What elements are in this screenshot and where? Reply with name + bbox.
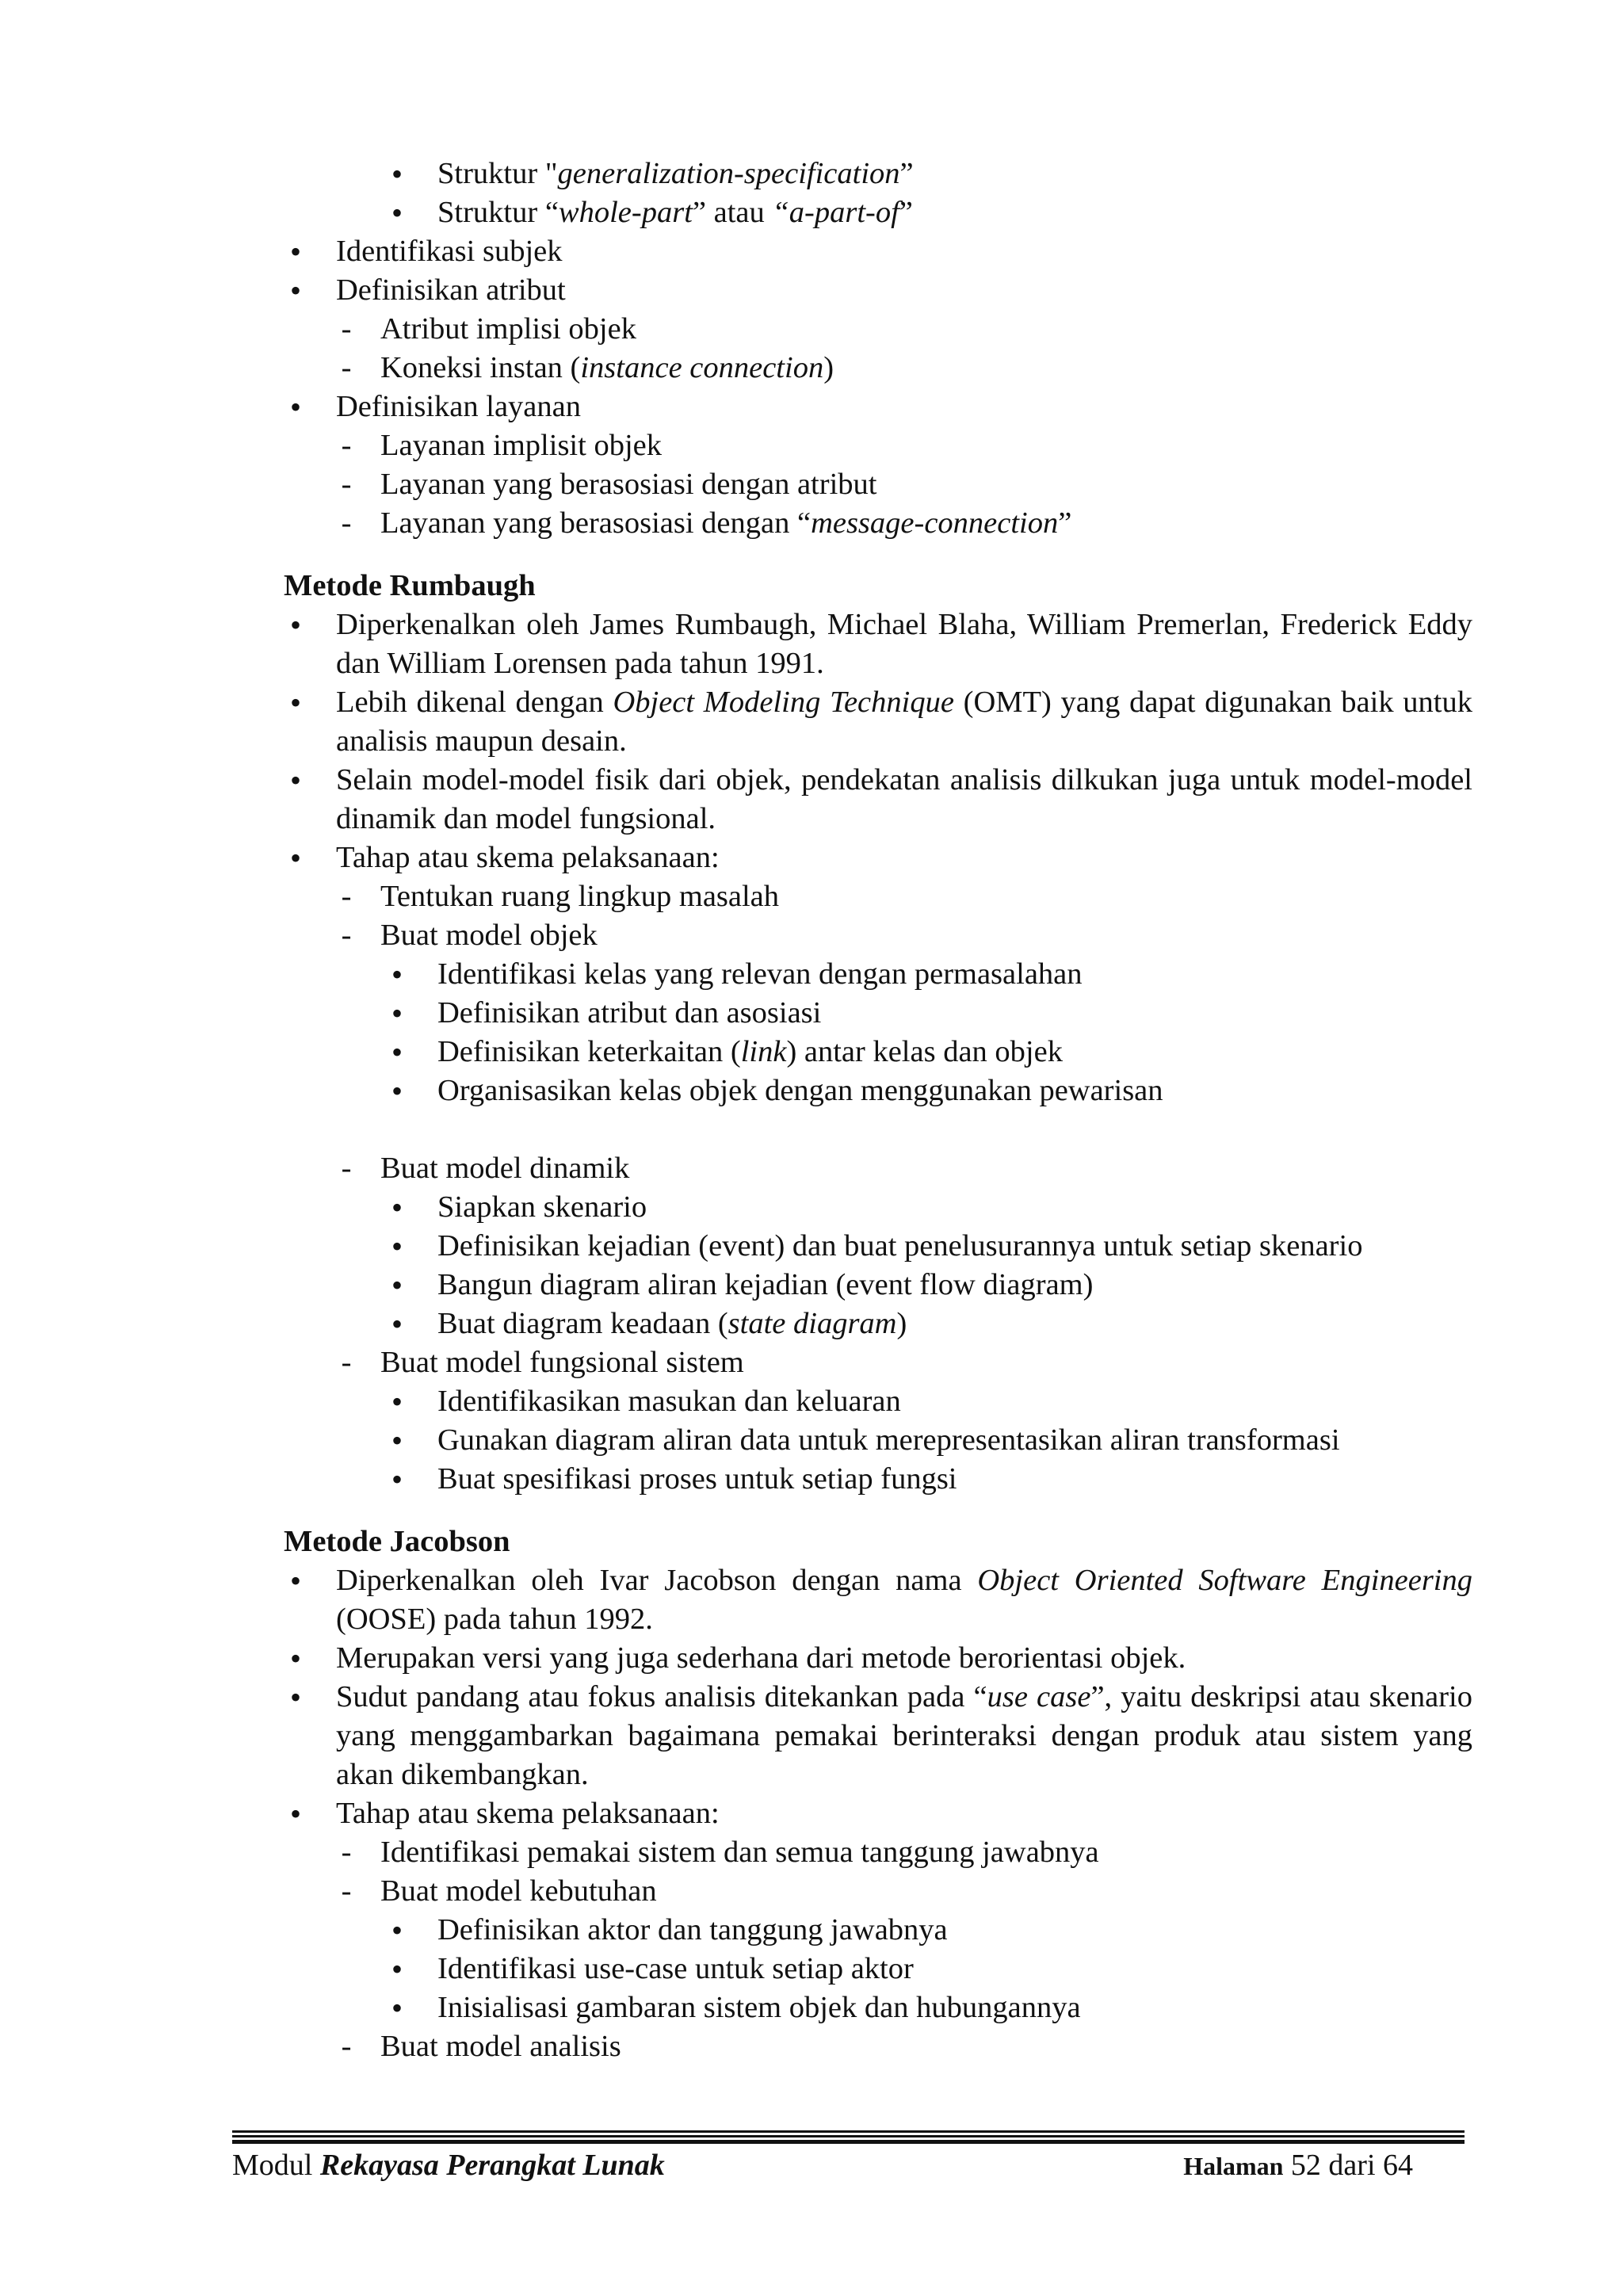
list-item [284,916,1472,955]
italic-text: “a-part-of [772,196,899,229]
item-text: Sudut pandang atau fokus analisis ditekankan pada “ [336,1680,987,1713]
dash-marker [334,916,358,955]
item-text: Tentukan ruang lingkup masalah [380,880,780,913]
dash-marker [334,1872,358,1911]
dash-marker [334,2027,358,2066]
bullet-marker [385,1188,409,1228]
list-item [284,465,1472,504]
bullet-marker [385,1988,409,2029]
item-text: (OOSE) pada tahun 1992. [336,1603,653,1636]
italic-text: link [740,1035,787,1068]
item-text: (OMT) yang dapat digunakan baik untuk analisis maupun desain. [336,686,1472,758]
section-object-analysis-steps [284,155,1472,543]
heading-jacobson: Metode Jacobson [284,1525,510,1558]
list-item [284,1421,1472,1460]
item-text: ” atau [692,196,773,229]
item-text: Identifikasi pemakai sistem dan semua tanggung jawabnya [380,1836,1099,1869]
heading-rumbaugh: Metode Rumbaugh [284,569,536,602]
list-item [284,1872,1472,1911]
bullet-marker [284,271,307,311]
item-text: Diperkenalkan oleh James Rumbaugh, Michael Blaha, William Premerlan, Frederick Eddy dan William Lorensen pada tahun 1991. [336,608,1472,680]
dash-marker [334,465,358,504]
list-item [284,1678,1472,1794]
bullet-marker [284,388,307,428]
list-item [284,1227,1472,1266]
item-text: Layanan implisit objek [380,429,662,462]
item-text: Selain model-model fisik dari objek, pendekatan analisis dilkukan juga untuk model-model dinamik dan model fungsional. [336,763,1472,835]
bullet-marker [284,1561,307,1602]
dash-marker [334,1833,358,1872]
dash-marker [334,310,358,349]
dash-marker [334,877,358,916]
item-text: Merupakan versi yang juga sederhana dari metode berorientasi objek. [336,1641,1186,1675]
list-item [284,1988,1472,2027]
bullet-marker [385,193,409,234]
list-item [284,232,1472,271]
bullet-marker [385,1227,409,1267]
item-text: ” [1058,506,1072,540]
bullet-marker [385,1382,409,1423]
bullet-marker [385,1950,409,1990]
item-text: Inisialisasi gambaran sistem objek dan hubungannya [437,1991,1081,2024]
item-text: Identifikasi use-case untuk setiap aktor [437,1952,914,1985]
bullet-marker [284,1794,307,1835]
bullet-marker [385,994,409,1034]
item-text: ) [896,1307,907,1340]
item-text: Tahap atau skema pelaksanaan: [336,841,720,874]
dash-marker [334,1149,358,1188]
item-text: Buat model kebutuhan [380,1874,657,1908]
list-item [284,1188,1472,1227]
list-item [284,349,1472,388]
list-item [284,1305,1472,1343]
list-item [284,606,1472,683]
list-item [284,1794,1472,1833]
bullet-marker [385,155,409,195]
bullet-marker [385,1460,409,1500]
list-item [284,877,1472,916]
bullet-marker [284,839,307,879]
item-text: Buat model dinamik [380,1152,630,1185]
item-text: Definisikan kejadian (event) dan buat penelusurannya untuk setiap skenario [437,1229,1363,1263]
bullet-marker [284,1639,307,1679]
italic-text: instance connection [580,351,824,384]
list-item [284,1833,1472,1872]
item-text: ” [899,196,913,229]
list-item [284,1343,1472,1382]
item-text: Struktur “ [437,196,559,229]
list-item [284,155,1472,193]
item-text: ) antar kelas dan objek [786,1035,1063,1068]
list-item [284,761,1472,839]
section-gap [284,543,1472,567]
item-text: Tahap atau skema pelaksanaan: [336,1797,720,1830]
item-text: ”, yaitu deskripsi atau skenario yang menggambarkan bagaimana pemakai berinteraksi dengan produk atau sistem yang akan dikembangkan. [336,1680,1472,1791]
dash-marker [334,349,358,388]
item-text: Organisasikan kelas objek dengan menggunakan pewarisan [437,1074,1163,1107]
bullet-marker [385,955,409,995]
bullet-marker [284,606,307,646]
list-item [284,271,1472,310]
list-item [284,388,1472,426]
list-item [284,1950,1472,1988]
item-text: Buat model fungsional sistem [380,1346,744,1379]
item-text: Buat diagram keadaan ( [437,1307,728,1340]
italic-text: message-connection [811,506,1059,540]
bullet-marker [385,1911,409,1951]
item-text: Buat model analisis [380,2030,621,2063]
list-item [284,994,1472,1033]
italic-text: state diagram [727,1307,897,1340]
bullet-marker [284,1678,307,1718]
list-item [284,426,1472,465]
bullet-marker [385,1072,409,1112]
italic-text: use case [987,1680,1091,1713]
list-item [284,1639,1472,1678]
bullet-marker [284,761,307,801]
list-item [284,1911,1472,1950]
dash-marker [334,504,358,543]
list-item [284,310,1472,349]
item-text: Identifikasikan masukan dan keluaran [437,1385,901,1418]
bullet-marker [385,1305,409,1345]
list-item [284,1033,1472,1072]
dash-marker [334,426,358,465]
item-text: Diperkenalkan oleh Ivar Jacobson dengan nama [336,1564,978,1597]
item-text: Lebih dikenal dengan [336,686,613,719]
list-item [284,1072,1472,1110]
item-text: Bangun diagram aliran kejadian (event flow diagram) [437,1268,1094,1301]
item-text: Buat model objek [380,919,598,952]
item-text: Koneksi instan ( [380,351,581,384]
italic-text: generalization-specification [557,157,900,190]
footer-page-number: Halaman 52 dari 64 [1183,2149,1413,2182]
item-text: Definisikan atribut [336,273,566,307]
item-text: Buat spesifikasi proses untuk setiap fungsi [437,1462,957,1496]
item-text: Struktur " [437,157,558,190]
bullet-marker [284,232,307,273]
item-text: Gunakan diagram aliran data untuk merepresentasikan aliran transformasi [437,1423,1340,1457]
dash-marker [334,1343,358,1382]
item-text: ) [823,351,834,384]
section-gap [284,1499,1472,1522]
item-text: Definisikan atribut dan asosiasi [437,996,822,1030]
italic-text: whole-part [558,196,693,229]
footer-rule [232,2130,1465,2145]
list-gap [284,1110,1472,1149]
list-item [284,2027,1472,2066]
item-text: ” [899,157,914,190]
item-text: Definisikan aktor dan tanggung jawabnya [437,1913,948,1946]
item-text: Definisikan layanan [336,390,581,423]
list-item [284,683,1472,761]
item-text: Atribut implisi objek [380,312,636,346]
list-item [284,1460,1472,1499]
section-rumbaugh [284,606,1472,1499]
bullet-marker [385,1421,409,1461]
list-item [284,1382,1472,1421]
item-text: Definisikan keterkaitan ( [437,1035,741,1068]
list-item [284,955,1472,994]
footer-module-title: Modul Rekayasa Perangkat Lunak [232,2149,665,2182]
list-item [284,1266,1472,1305]
page-footer [232,2148,1413,2187]
list-item [284,1149,1472,1188]
bullet-marker [385,1266,409,1306]
list-item [284,839,1472,877]
italic-text: Object Modeling Technique [613,686,954,719]
page-content [284,155,1472,2066]
item-text: Identifikasi subjek [336,235,563,268]
item-text: Layanan yang berasosiasi dengan atribut [380,468,877,501]
bullet-marker [385,1033,409,1073]
list-item [284,1561,1472,1639]
list-item [284,193,1472,232]
italic-text: Object Oriented Software Engineering [977,1564,1473,1597]
bullet-marker [284,683,307,724]
list-item [284,504,1472,543]
item-text: Identifikasi kelas yang relevan dengan permasalahan [437,957,1083,991]
section-jacobson [284,1561,1472,2066]
item-text: Layanan yang berasosiasi dengan “ [380,506,812,540]
item-text: Siapkan skenario [437,1190,647,1224]
